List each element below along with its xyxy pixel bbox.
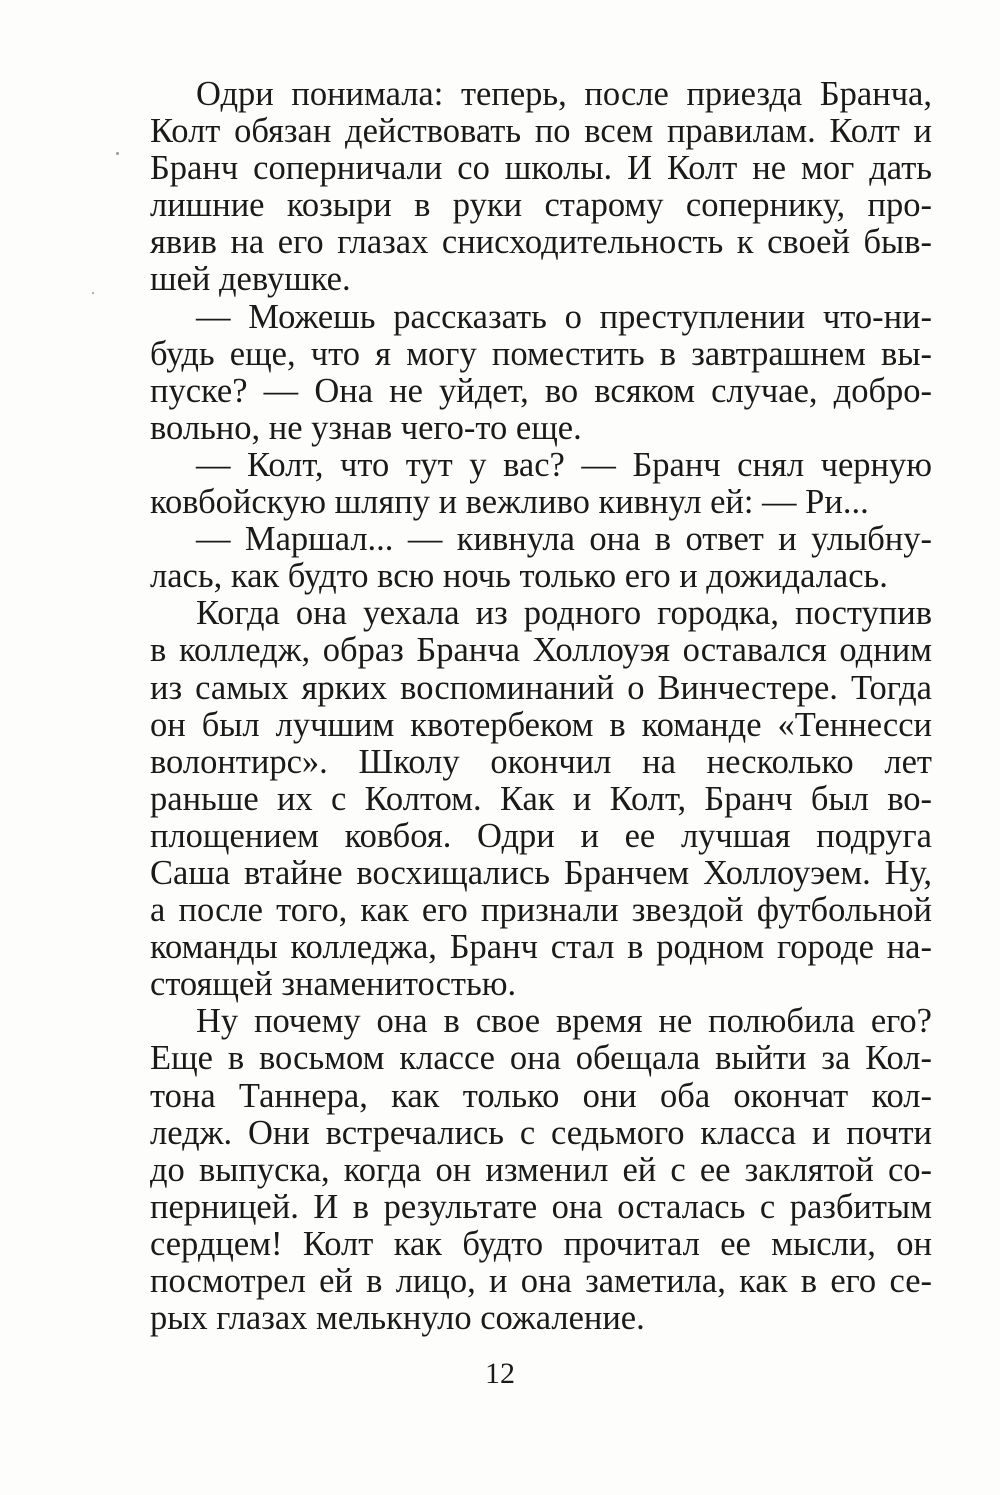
scan-speck — [92, 292, 94, 294]
paragraph — [150, 1003, 932, 1337]
paragraph — [150, 595, 932, 1003]
text-line: лишние козыри в руки старому сопернику, про- — [150, 186, 932, 225]
text-line: стоящей знаменитостью. — [150, 965, 517, 1004]
text-line: Когда она уехала из родного городка, поступив — [196, 594, 932, 633]
paragraph — [150, 447, 932, 521]
text-line: явив на его глазах снисходительность к своей быв- — [150, 223, 932, 262]
text-line: ковбойскую шляпу и вежливо кивнул ей: — Ри... — [150, 483, 869, 522]
text-line: из самых ярких воспоминаний о Винчестере. Тогда — [150, 668, 932, 707]
page-number: 12 — [485, 1357, 515, 1390]
text-line: рых глазах мелькнуло сожаление. — [150, 1299, 645, 1338]
text-line: ледж. Они встречались с седьмого класса и почти — [150, 1113, 932, 1152]
text-line: Ну почему она в свое время не полюбила его? — [196, 1002, 932, 1041]
text-line: лась, как будто всю ночь только его и дожидалась. — [150, 557, 888, 596]
text-line: Саша втайне восхищались Бранчем Холлоуэем. Ну, — [150, 853, 932, 892]
text-line: Одри понимала: теперь, после приезда Бранча, — [196, 75, 932, 113]
paragraph — [150, 521, 932, 595]
paragraph — [150, 76, 932, 299]
text-line: волонтирс». Школу окончил на несколько лет — [150, 742, 932, 781]
text-line: а после того, как его признали звездой футбольной — [150, 891, 932, 930]
text-line: тона Таннера, как только они оба окончат кол- — [150, 1076, 932, 1115]
text-line: в колледж, образ Бранча Холлоуэя оставался одним — [150, 631, 932, 670]
scan-speck — [116, 152, 119, 155]
text-line: — Маршал... — кивнула она в ответ и улыбну- — [196, 520, 932, 559]
text-line: будь еще, что я могу поместить в завтрашнем вы- — [150, 334, 932, 373]
text-line: площением ковбоя. Одри и ее лучшая подруга — [150, 816, 932, 855]
text-line: вольно, не узнав чего-то еще. — [150, 408, 582, 447]
text-line: он был лучшим квотербеком в команде «Теннесси — [150, 705, 932, 744]
text-line: Еще в восьмом классе она обещала выйти за Кол- — [150, 1039, 932, 1078]
text-line: — Колт, что тут у вас? — Бранч снял черную — [196, 445, 932, 484]
text-line: Бранч соперничали со школы. И Колт не мог дать — [150, 149, 932, 188]
paragraph — [150, 299, 932, 447]
text-line: до выпуска, когда он изменил ей с ее заклятой со- — [150, 1150, 932, 1189]
text-line: посмотрел ей в лицо, и она заметила, как в его се- — [150, 1262, 932, 1300]
text-line: Колт обязан действовать по всем правилам. Колт и — [150, 112, 932, 151]
body-text — [150, 76, 932, 1337]
text-line: шей девушке. — [150, 260, 351, 299]
text-line: раньше их с Колтом. Как и Колт, Бранч был во- — [150, 779, 932, 818]
text-line: сердцем! Колт как будто прочитал ее мысли, он — [150, 1224, 932, 1263]
text-line: команды колледжа, Бранч стал в родном городе на- — [150, 928, 932, 967]
text-line: перницей. И в результате она осталась с разбитым — [150, 1187, 932, 1226]
text-line: — Можешь рассказать о преступлении что-ни- — [196, 297, 932, 336]
text-line: пуске? — Она не уйдет, во всяком случае, добро- — [150, 371, 932, 410]
